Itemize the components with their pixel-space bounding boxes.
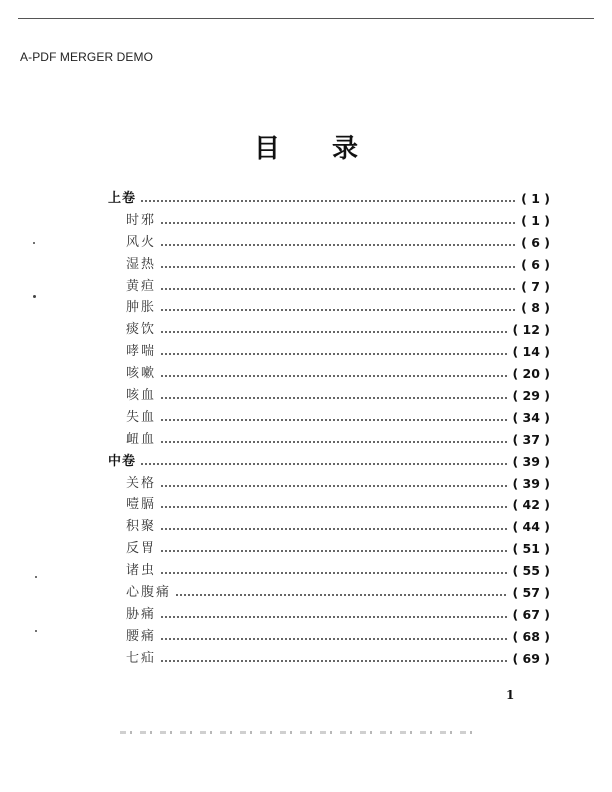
toc-entry — [108, 319, 550, 341]
dot-leader — [175, 594, 508, 596]
toc-entry-page: ( 20 ) — [512, 366, 550, 382]
dot-leader — [160, 222, 517, 224]
table-of-contents — [108, 188, 550, 670]
toc-entry — [108, 626, 550, 648]
toc-entry-label: 黄疸 — [126, 278, 157, 294]
toc-entry — [108, 232, 550, 254]
toc-entry — [108, 473, 550, 495]
title-char-right: 录 — [332, 134, 359, 164]
toc-entry — [108, 385, 550, 407]
dot-leader — [160, 375, 508, 377]
page-title — [0, 128, 612, 165]
toc-entry-page: ( 1 ) — [521, 191, 550, 206]
toc-entry-page: ( 57 ) — [512, 585, 550, 601]
toc-entry-page: ( 44 ) — [512, 519, 550, 535]
toc-entry — [108, 407, 550, 429]
toc-entry-page: ( 6 ) — [521, 256, 550, 272]
dot-leader — [160, 638, 508, 640]
toc-entry — [108, 604, 550, 626]
toc-entry-label: 心腹痛 — [126, 585, 172, 601]
toc-entry — [108, 560, 550, 582]
toc-entry-page: ( 12 ) — [512, 322, 550, 338]
toc-entry-label: 时邪 — [126, 212, 157, 228]
toc-entry-page: ( 29 ) — [512, 388, 550, 404]
page-number: 1 — [506, 688, 515, 702]
toc-volume-entry — [108, 188, 550, 210]
toc-entry-page: ( 51 ) — [512, 541, 550, 557]
toc-entry-page: ( 14 ) — [512, 344, 550, 360]
watermark-text: A-PDF MERGER DEMO — [20, 50, 154, 64]
dot-leader — [160, 506, 508, 508]
toc-entry-label: 风火 — [126, 234, 157, 250]
dot-leader — [160, 244, 517, 246]
toc-entry-label: 上卷 — [108, 191, 137, 206]
toc-entry-label: 衄血 — [126, 431, 157, 447]
toc-entry — [108, 429, 550, 451]
toc-entry — [108, 254, 550, 276]
toc-entry — [108, 538, 550, 560]
top-rule — [18, 18, 594, 19]
toc-entry-label: 肿胀 — [126, 300, 157, 316]
toc-entry-page: ( 67 ) — [512, 606, 550, 622]
dot-leader — [140, 200, 517, 202]
scan-speck — [33, 295, 36, 298]
scan-speck — [33, 242, 35, 244]
toc-volume-entry — [108, 451, 550, 473]
dot-leader — [160, 288, 517, 290]
toc-entry-page: ( 55 ) — [512, 563, 550, 579]
toc-entry-label: 湿热 — [126, 256, 157, 272]
toc-entry-label: 失血 — [126, 409, 157, 425]
toc-entry-label: 噎膈 — [126, 497, 157, 513]
toc-entry-label: 胁痛 — [126, 606, 157, 622]
toc-entry-label: 反胃 — [126, 541, 157, 557]
toc-entry-page: ( 37 ) — [512, 431, 550, 447]
toc-entry-label: 七疝 — [126, 650, 157, 666]
dot-leader — [160, 528, 508, 530]
toc-entry-page: ( 39 ) — [512, 475, 550, 491]
toc-entry-page: ( 1 ) — [521, 212, 550, 228]
toc-entry — [108, 341, 550, 363]
dot-leader — [160, 660, 508, 662]
dot-leader — [160, 266, 517, 268]
toc-entry-label: 咳血 — [126, 388, 157, 404]
toc-entry-page: ( 42 ) — [512, 497, 550, 513]
dot-leader — [160, 397, 508, 399]
toc-entry-page: ( 39 ) — [512, 453, 550, 469]
toc-entry-label: 关格 — [126, 475, 157, 491]
toc-entry-label: 积聚 — [126, 519, 157, 535]
dot-leader — [160, 441, 508, 443]
scan-speck — [35, 576, 37, 578]
dot-leader — [160, 419, 508, 421]
toc-entry — [108, 648, 550, 670]
toc-entry-label: 中卷 — [108, 453, 137, 469]
dot-leader — [160, 550, 508, 552]
dot-leader — [160, 309, 517, 311]
toc-entry-label: 痰饮 — [126, 322, 157, 338]
toc-entry-page: ( 69 ) — [512, 650, 550, 666]
toc-entry-label: 咳嗽 — [126, 366, 157, 382]
toc-entry — [108, 363, 550, 385]
toc-entry-label: 哮喘 — [126, 344, 157, 360]
dot-leader — [160, 572, 508, 574]
scan-speck — [35, 630, 37, 632]
toc-entry-label: 腰痛 — [126, 628, 157, 644]
toc-entry — [108, 516, 550, 538]
toc-entry-page: ( 6 ) — [521, 234, 550, 250]
title-char-left: 目 — [253, 134, 280, 164]
toc-entry-page: ( 8 ) — [521, 300, 550, 316]
toc-entry — [108, 276, 550, 298]
dot-leader — [160, 331, 508, 333]
dot-leader — [160, 485, 508, 487]
toc-entry — [108, 210, 550, 232]
dot-leader — [140, 463, 508, 465]
toc-entry-page: ( 34 ) — [512, 409, 550, 425]
toc-entry — [108, 297, 550, 319]
toc-entry — [108, 494, 550, 516]
toc-entry — [108, 582, 550, 604]
scan-artifact-line — [120, 731, 480, 734]
dot-leader — [160, 616, 508, 618]
toc-entry-page: ( 7 ) — [521, 278, 550, 294]
toc-entry-page: ( 68 ) — [512, 628, 550, 644]
toc-entry-label: 诸虫 — [126, 563, 157, 579]
dot-leader — [160, 353, 508, 355]
